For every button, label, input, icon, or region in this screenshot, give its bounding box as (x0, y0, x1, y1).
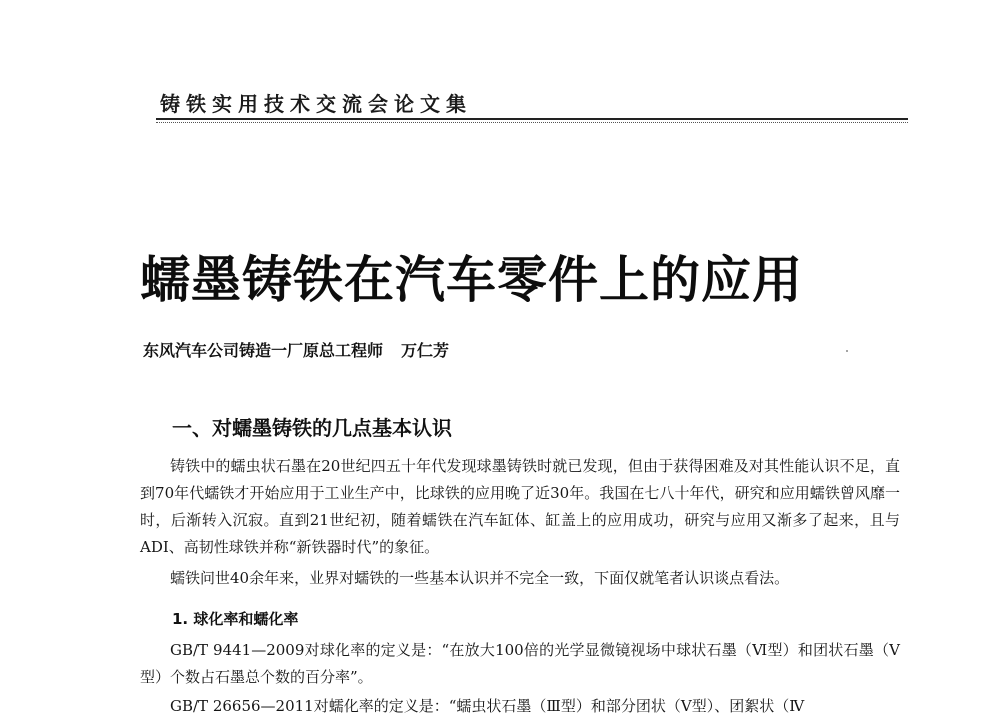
article-title: 蠕墨铸铁在汽车零件上的应用 (140, 250, 803, 309)
header-rule (156, 118, 908, 120)
section-heading: 一、对蠕墨铸铁的几点基本认识 (172, 416, 452, 440)
scan-speck (846, 350, 848, 352)
author-name: 万仁芳 (401, 341, 450, 360)
body-paragraph: 铸铁中的蠕虫状石墨在20世纪四五十年代发现球墨铸铁时就已发现，但由于获得困难及对其性能认识不足，直到70年代蠕铁才开始应用于工业生产中，比球铁的应用晚了近30年。我国在七八十年代，研究和应用蠕铁曾风靡一时，后渐转入沉寂。直到21世纪初，随着蠕铁在汽车缸体、缸盖上的应用成功，研究与应用又渐多了起来，且与ADI、高韧性球铁并称“新铁器时代”的象征。 (140, 457, 900, 556)
author-line (143, 338, 449, 361)
author-affiliation: 东风汽车公司铸造一厂原总工程师 (143, 341, 384, 360)
running-header: 铸铁实用技术交流会论文集 (160, 92, 472, 116)
body-paragraph: GB/T 9441—2009对球化率的定义是：“在放大100倍的光学显微镜视场中球状石墨（Ⅵ型）和团状石墨（Ⅴ型）个数占石墨总个数的百分率”。 (140, 641, 900, 686)
subsection-heading: 1. 球化率和蠕化率 (172, 610, 299, 628)
body-paragraph: 蠕铁问世40余年来，业界对蠕铁的一些基本认识并不完全一致，下面仅就笔者认识谈点看法。 (170, 569, 790, 587)
body-paragraph: GB/T 26656—2011对蠕化率的定义是：“蠕虫状石墨（Ⅲ型）和部分团状（Ⅴ型）、团絮状（Ⅳ (170, 697, 805, 715)
